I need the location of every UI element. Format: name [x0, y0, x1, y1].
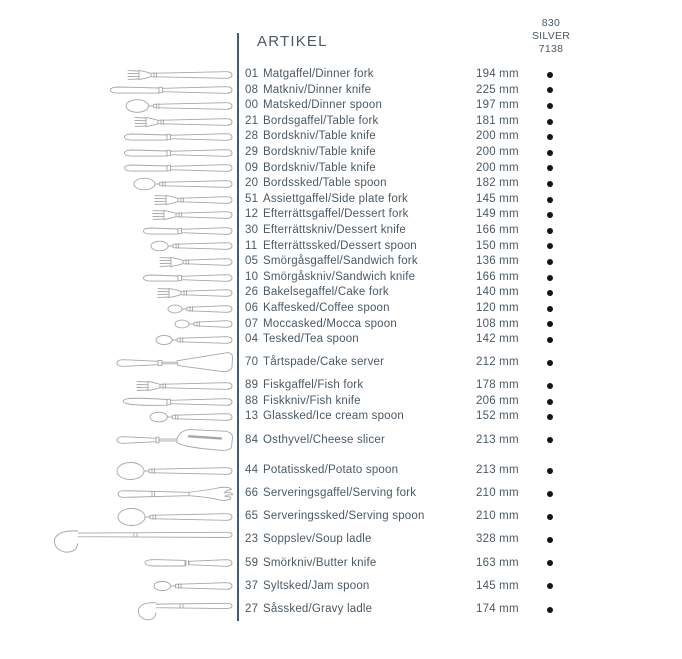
article-code: 59 — [245, 556, 259, 569]
availability-dot — [547, 228, 553, 234]
availability-dot — [547, 337, 553, 343]
article-length: 210 mm — [476, 487, 519, 500]
article-code: 11 — [245, 239, 258, 252]
article-length: 142 mm — [476, 333, 519, 346]
article-length: 328 mm — [476, 533, 519, 546]
article-name: Serveringsgaffel/Serving fork — [263, 487, 417, 500]
article-length: 174 mm — [476, 602, 519, 615]
article-name: Bakelsegaffel/Cake fork — [263, 286, 389, 299]
article-code: 65 — [245, 510, 259, 523]
article-row — [0, 223, 682, 239]
availability-dot — [547, 103, 553, 109]
article-code: 01 — [245, 68, 259, 80]
column-header-line-1: 830 — [541, 17, 561, 29]
availability-dot — [547, 181, 553, 187]
article-name: Moccasked/Mocca spoon — [263, 317, 397, 330]
article-code: 21 — [245, 114, 259, 127]
article-code: 00 — [245, 99, 259, 112]
article-row — [0, 355, 682, 371]
article-length: 200 mm — [476, 161, 519, 174]
availability-dot — [547, 607, 553, 613]
article-length: 178 mm — [476, 379, 519, 392]
article-name: Assiettgaffel/Side plate fork — [263, 192, 408, 205]
availability-dot — [547, 414, 553, 420]
article-row — [0, 285, 682, 301]
article-code: 51 — [245, 192, 259, 205]
article-name: Bordsgaffel/Table fork — [263, 114, 379, 127]
article-length: 210 mm — [476, 510, 519, 523]
article-name: Soppslev/Soup ladle — [263, 533, 372, 546]
availability-dot — [547, 583, 553, 589]
article-row — [0, 254, 682, 270]
article-row — [0, 67, 682, 83]
article-length: 152 mm — [476, 410, 519, 423]
article-name: Bordskniv/Table knife — [263, 130, 376, 143]
article-length: 182 mm — [476, 177, 519, 190]
article-code: 26 — [245, 286, 259, 299]
article-length: 136 mm — [476, 255, 519, 268]
article-name: Matgaffel/Dinner fork — [263, 68, 374, 80]
article-length: 150 mm — [476, 239, 519, 252]
availability-dot — [547, 119, 553, 125]
article-name: Smörgåskniv/Sandwich knife — [263, 270, 416, 283]
page-title: ARTIKEL — [257, 33, 328, 50]
article-name: Glassked/Ice cream spoon — [263, 410, 404, 423]
article-length: 108 mm — [476, 317, 519, 330]
article-row — [0, 207, 682, 223]
article-length: 200 mm — [476, 145, 519, 158]
article-code: 23 — [245, 533, 259, 546]
availability-dot — [547, 468, 553, 474]
article-code: 06 — [245, 301, 259, 314]
article-code: 30 — [245, 223, 259, 236]
article-code: 20 — [245, 177, 259, 190]
article-name: Efterrättsgaffel/Dessert fork — [263, 208, 409, 221]
article-code: 44 — [245, 464, 259, 477]
article-list — [0, 67, 682, 617]
article-name: Matsked/Dinner spoon — [263, 99, 383, 112]
article-row — [0, 114, 682, 130]
article-name: Efterrättssked/Dessert spoon — [263, 239, 417, 252]
article-row — [0, 301, 682, 317]
article-name: Efterrättskniv/Dessert knife — [263, 223, 407, 236]
article-row — [0, 409, 682, 425]
article-code: 88 — [245, 394, 259, 407]
availability-dot — [547, 243, 553, 249]
article-name: Fiskkniv/Fish knife — [263, 394, 361, 407]
availability-dot — [547, 560, 553, 566]
article-code: 28 — [245, 130, 259, 143]
column-header-line-3: 7138 — [538, 43, 564, 55]
article-row — [0, 83, 682, 99]
availability-dot — [547, 72, 553, 78]
availability-dot — [547, 165, 553, 171]
article-length: 213 mm — [476, 464, 519, 477]
article-name: Syltsked/Jam spoon — [263, 579, 370, 592]
article-row — [0, 332, 682, 348]
availability-dot — [547, 290, 553, 296]
article-length: 120 mm — [476, 301, 519, 314]
article-length: 225 mm — [476, 83, 519, 96]
article-code: 07 — [245, 317, 259, 330]
article-name: Serveringssked/Serving spoon — [263, 510, 425, 523]
article-name: Tårtspade/Cake server — [263, 356, 385, 369]
article-length: 200 mm — [476, 130, 519, 143]
article-row — [0, 532, 682, 548]
article-name: Fiskgaffel/Fish fork — [263, 379, 364, 392]
article-code: 05 — [245, 255, 259, 268]
article-row — [0, 579, 682, 595]
article-row — [0, 270, 682, 286]
column-header-line-2: SILVER — [531, 30, 571, 42]
column-header-830-silver-7138 — [521, 17, 581, 56]
article-name: Såssked/Gravy ladle — [263, 602, 373, 615]
article-name: Osthyvel/Cheese slicer — [263, 433, 385, 446]
article-length: 166 mm — [476, 270, 519, 283]
article-row — [0, 433, 682, 449]
article-row — [0, 145, 682, 161]
article-name: Smörgåsgaffel/Sandwich fork — [263, 255, 418, 268]
article-length: 213 mm — [476, 433, 519, 446]
article-row — [0, 602, 682, 618]
article-code: 89 — [245, 379, 259, 392]
article-length: 140 mm — [476, 286, 519, 299]
article-name: Matkniv/Dinner knife — [263, 83, 372, 96]
article-code: 08 — [245, 83, 259, 96]
availability-dot — [547, 150, 553, 156]
article-length: 166 mm — [476, 223, 519, 236]
availability-dot — [547, 383, 553, 389]
availability-dot — [547, 275, 553, 281]
article-code: 09 — [245, 161, 259, 174]
availability-dot — [547, 491, 553, 497]
article-length: 197 mm — [476, 99, 519, 112]
article-row — [0, 378, 682, 394]
article-row — [0, 98, 682, 114]
availability-dot — [547, 197, 553, 203]
availability-dot — [547, 514, 553, 520]
article-length: 149 mm — [476, 208, 519, 221]
article-code: 84 — [245, 433, 259, 446]
article-code: 66 — [245, 487, 259, 500]
article-row — [0, 176, 682, 192]
article-length: 163 mm — [476, 556, 519, 569]
article-row — [0, 486, 682, 502]
article-row — [0, 556, 682, 572]
availability-dot — [547, 537, 553, 543]
article-name: Tesked/Tea spoon — [263, 333, 359, 346]
availability-dot — [547, 360, 553, 366]
article-length: 194 mm — [476, 68, 519, 80]
article-code: 13 — [245, 410, 259, 423]
article-length: 212 mm — [476, 356, 519, 369]
article-name: Smörkniv/Butter knife — [263, 556, 377, 569]
article-row — [0, 394, 682, 410]
article-code: 10 — [245, 270, 259, 283]
availability-dot — [547, 212, 553, 218]
article-code: 70 — [245, 356, 259, 369]
article-row — [0, 463, 682, 479]
article-length: 145 mm — [476, 579, 519, 592]
availability-dot — [547, 399, 553, 405]
availability-dot — [547, 306, 553, 312]
article-row — [0, 509, 682, 525]
article-length: 206 mm — [476, 394, 519, 407]
availability-dot — [547, 87, 553, 93]
article-code: 37 — [245, 579, 259, 592]
article-length: 181 mm — [476, 114, 519, 127]
article-row — [0, 239, 682, 255]
article-name: Bordskniv/Table knife — [263, 161, 376, 174]
availability-dot — [547, 321, 553, 327]
availability-dot — [547, 259, 553, 265]
article-name: Bordskniv/Table knife — [263, 145, 376, 158]
article-name: Potatissked/Potato spoon — [263, 464, 399, 477]
article-code: 27 — [245, 602, 259, 615]
article-row — [0, 161, 682, 177]
article-name: Kaffesked/Coffee spoon — [263, 301, 390, 314]
article-code: 29 — [245, 145, 259, 158]
availability-dot — [547, 134, 553, 140]
article-row — [0, 129, 682, 145]
article-row — [0, 317, 682, 333]
availability-dot — [547, 437, 553, 443]
article-name: Bordssked/Table spoon — [263, 177, 387, 190]
article-row — [0, 192, 682, 208]
article-code: 04 — [245, 333, 259, 346]
article-length: 145 mm — [476, 192, 519, 205]
article-code: 12 — [245, 208, 259, 221]
